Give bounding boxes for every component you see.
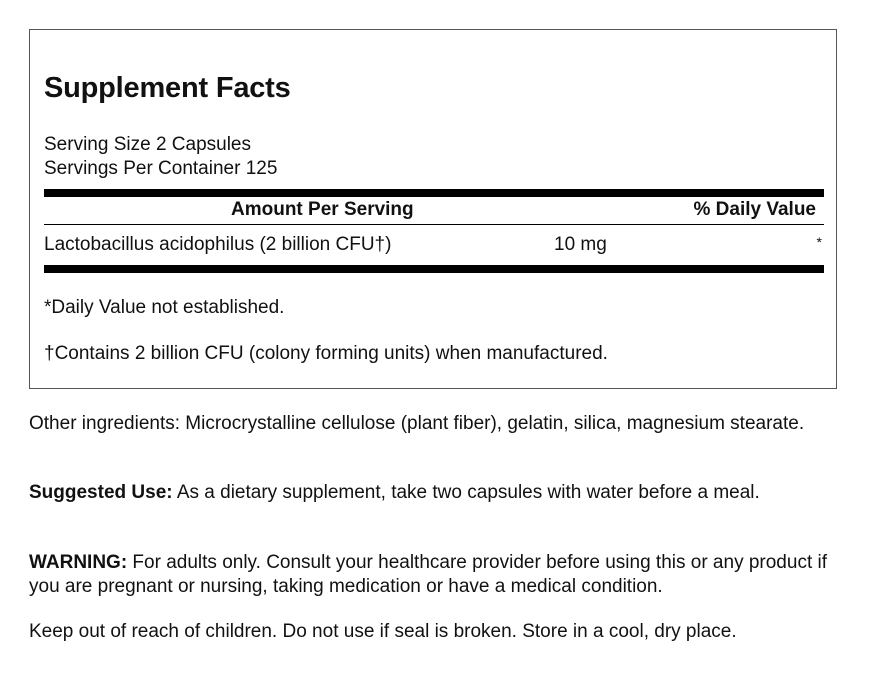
daily-value-header: % Daily Value xyxy=(693,199,816,220)
daily-value-footnote: *Daily Value not established. xyxy=(44,297,285,318)
thin-divider xyxy=(44,224,824,225)
thick-divider-top xyxy=(44,189,824,197)
serving-size: Serving Size 2 Capsules xyxy=(44,134,251,155)
ingredient-amount: 10 mg xyxy=(554,234,607,255)
ingredient-daily-value: * xyxy=(816,234,822,250)
warning xyxy=(29,551,849,599)
warning-text: For adults only. Consult your healthcare provider before using this or any product if you are pregnant or nursing, taking medication or have a medical condition. xyxy=(29,552,828,597)
ingredient-name: Lactobacillus acidophilus (2 billion CFU†) xyxy=(44,234,392,255)
supplement-facts-panel xyxy=(29,29,837,389)
servings-per-container: Servings Per Container 125 xyxy=(44,158,278,179)
suggested-use xyxy=(29,481,849,505)
amount-per-serving-header: Amount Per Serving xyxy=(231,199,414,220)
suggested-use-label: Suggested Use: xyxy=(29,482,173,503)
warning-label: WARNING: xyxy=(29,552,128,573)
storage-notice: Keep out of reach of children. Do not use if seal is broken. Store in a cool, dry place. xyxy=(29,621,737,642)
suggested-use-text: As a dietary supplement, take two capsules with water before a meal. xyxy=(172,482,760,503)
facts-title: Supplement Facts xyxy=(44,72,291,104)
cfu-footnote: †Contains 2 billion CFU (colony forming units) when manufactured. xyxy=(44,343,608,364)
thick-divider-bottom xyxy=(44,265,824,273)
other-ingredients: Other ingredients: Microcrystalline cellulose (plant fiber), gelatin, silica, magnesium stearate. xyxy=(29,413,805,434)
